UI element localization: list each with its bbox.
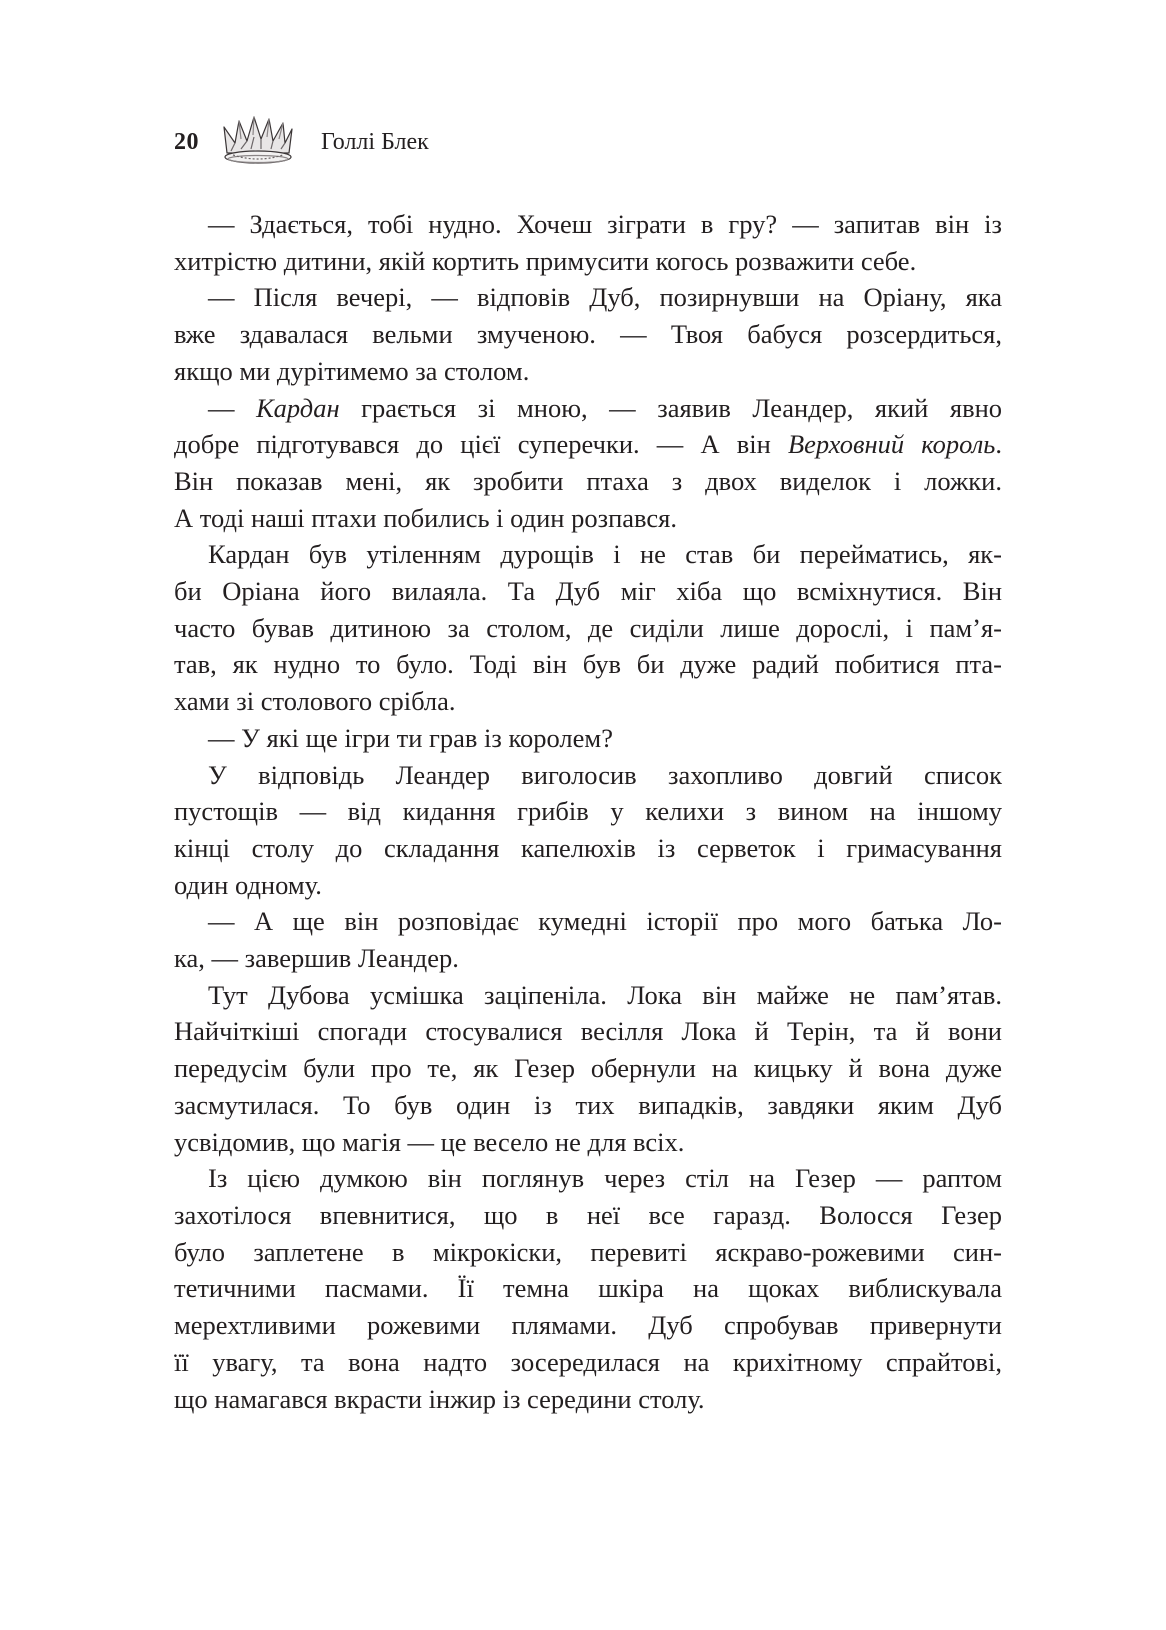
paragraph (174, 206, 1002, 279)
text-line (174, 1160, 1002, 1197)
text-line (174, 573, 1002, 610)
text-line (174, 1087, 1002, 1124)
text-line (174, 867, 1002, 904)
text-line (174, 1234, 1002, 1271)
body-text (174, 206, 1002, 1417)
page-number: 20 (174, 128, 199, 155)
text-segment: пустощів — від кидання грибів у келихи з вином на іншому (174, 796, 1002, 827)
paragraph (174, 1160, 1002, 1417)
text-line (174, 940, 1002, 977)
text-segment: Тут Дубова усмішка заціпеніла. Лока він майже не пам’ятав. (208, 979, 1002, 1010)
text-segment: хами зі столового срібла. (174, 686, 456, 717)
text-line (174, 1270, 1002, 1307)
text-segment: її увагу, та вона надто зосередилася на крихітному спрайтові, (174, 1346, 1002, 1377)
text-segment: — У які ще ігри ти грав із королем? (208, 722, 613, 753)
text-line (174, 1344, 1002, 1381)
text-line (174, 720, 1002, 757)
text-line (174, 977, 1002, 1014)
paragraph (174, 279, 1002, 389)
text-line (174, 1124, 1002, 1161)
text-segment: вже здавалася вельми змученою. — Твоя бабуся розсердиться, (174, 319, 1002, 350)
text-line (174, 279, 1002, 316)
emphasized-text: Кардан (256, 392, 340, 423)
text-segment: мерехтливими рожевими плямами. Дуб спробував привернути (174, 1310, 1002, 1341)
running-head-author: Голлі Блек (321, 128, 429, 155)
text-segment: захотілося впевнитися, що в неї все гаразд. Волосся Гезер (174, 1199, 1002, 1230)
text-line (174, 316, 1002, 353)
text-segment: було заплетене в мікрокіски, перевиті яскраво-рожевими син- (174, 1236, 1002, 1267)
text-line (174, 536, 1002, 573)
text-line (174, 610, 1002, 647)
text-segment: Найчіткіші спогади стосувалися весілля Лока й Терін, та й вони (174, 1016, 1002, 1047)
text-segment: тав, як нудно то було. Тоді він був би дуже радий побитися пта- (174, 649, 1002, 680)
text-segment: один одному. (174, 869, 322, 900)
text-segment: — Здається, тобі нудно. Хочеш зіграти в гру? — запитав він із (208, 209, 1002, 239)
paragraph (174, 720, 1002, 757)
paragraph (174, 536, 1002, 720)
text-segment: би Оріана його вилаяла. Та Дуб міг хіба що всміхнутися. Він (174, 576, 1002, 607)
text-segment: . (995, 429, 1002, 460)
text-segment: передусім були про те, як Гезер обернули на кицьку й вона дуже (174, 1053, 1002, 1084)
text-segment: — А ще він розповідає кумедні історії про мого батька Ло- (208, 906, 1002, 937)
text-line (174, 426, 1002, 463)
text-segment: А тоді наші птахи побились і один розпався. (174, 502, 677, 533)
emphasized-text: Верховний король (787, 429, 996, 460)
text-segment: У відповідь Леандер виголосив захопливо довгий список (208, 759, 1002, 790)
text-line (174, 903, 1002, 940)
text-segment: усвідомив, що магія — це весело не для всіх. (174, 1126, 685, 1157)
text-segment: якщо ми дурітимемо за столом. (174, 355, 530, 386)
text-segment: — Після вечері, — відповів Дуб, позирнувши на Оріану, яка (208, 282, 1002, 313)
text-segment: часто бував дитиною за столом, де сиділи лише дорослі, і пам’я- (174, 612, 1002, 643)
text-segment: тетичними пасмами. Її темна шкіра на щоках виблискувала (174, 1273, 1002, 1304)
text-line (174, 793, 1002, 830)
text-segment: Із цією думкою він поглянув через стіл на Гезер — раптом (208, 1163, 1002, 1194)
paragraph (174, 977, 1002, 1161)
paragraph (174, 757, 1002, 904)
text-line (174, 500, 1002, 537)
text-line (174, 757, 1002, 794)
text-line (174, 1013, 1002, 1050)
text-line (174, 1197, 1002, 1234)
crown-icon (221, 113, 295, 171)
text-segment: — (208, 392, 257, 423)
text-line (174, 1307, 1002, 1344)
paragraph (174, 903, 1002, 976)
text-segment: ка, — завершив Леандер. (174, 943, 459, 974)
text-line (174, 463, 1002, 500)
text-line (174, 1050, 1002, 1087)
text-line (174, 206, 1002, 243)
text-segment: добре підготувався до цієї суперечки. — А він (174, 429, 788, 460)
paragraph (174, 390, 1002, 537)
text-segment: що намагався вкрасти інжир із середини столу. (174, 1383, 705, 1414)
text-line (174, 683, 1002, 720)
page-header (174, 112, 429, 172)
text-line (174, 390, 1002, 427)
text-line (174, 646, 1002, 683)
text-line (174, 243, 1002, 280)
text-segment: грається зі мною, — заявив Леандер, який явно (339, 392, 1003, 423)
text-line (174, 353, 1002, 390)
text-segment: Кардан був утіленням дурощів і не став би перейматись, як- (208, 539, 1002, 570)
text-line (174, 1381, 1002, 1418)
text-segment: Він показав мені, як зробити птаха з двох виделок і ложки. (174, 465, 1002, 496)
text-segment: засмутилася. То був один із тих випадків, завдяки яким Дуб (174, 1089, 1002, 1120)
text-segment: кінці столу до складання капелюхів із серветок і гримасування (174, 832, 1002, 863)
text-line (174, 830, 1002, 867)
text-segment: хитрістю дитини, якій кортить примусити когось розважити себе. (174, 245, 917, 276)
